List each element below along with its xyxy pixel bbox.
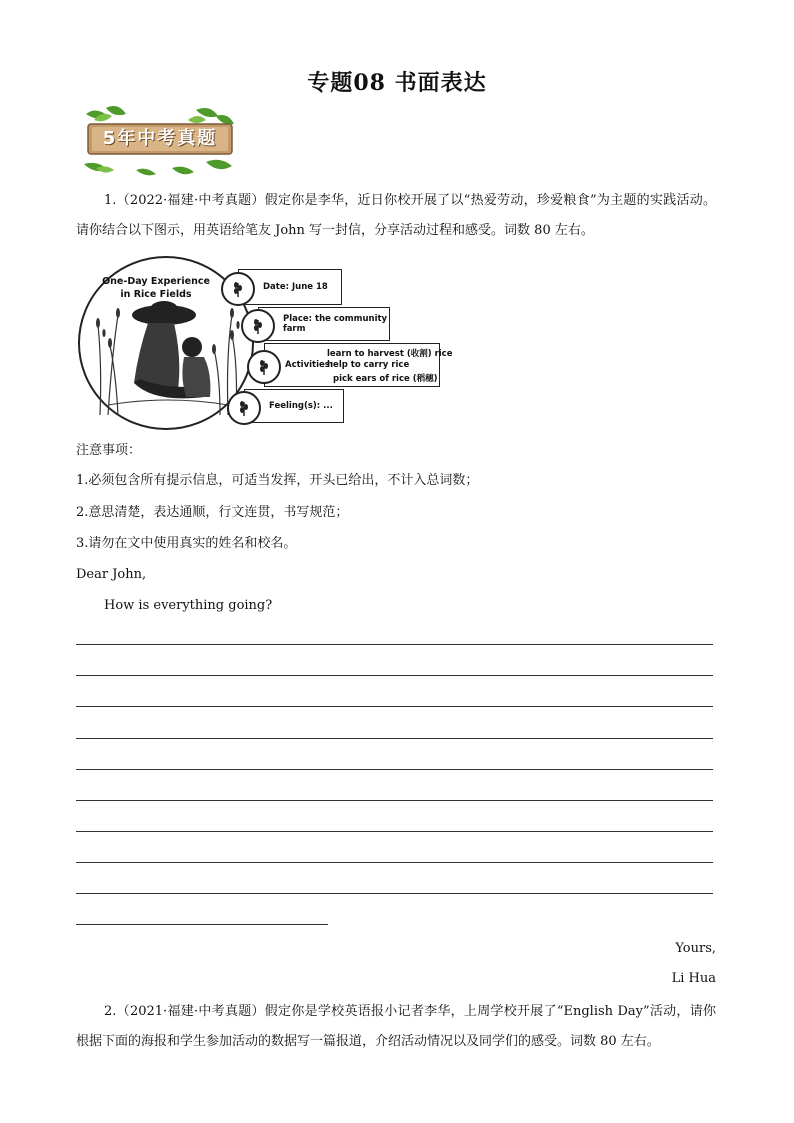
rice-badge-icon bbox=[227, 391, 261, 425]
rice-field-figure bbox=[78, 255, 453, 430]
activities-callout bbox=[264, 343, 453, 387]
question-2-prompt: 2.（2021·福建·中考真题）假定你是学校英语报小记者李华，上周学校开展了“English Day”活动，请你根据下面的海报和学生参加活动的数据写一篇报道，介绍活动情况以及同学们的感受。词数 80 左右。 bbox=[76, 1004, 716, 1049]
note-item-1: 1.必须包含所有提示信息，可适当发挥，开头已给出，不计入总词数； bbox=[76, 473, 479, 488]
section-banner bbox=[76, 104, 242, 180]
letter-opening: How is everything going? bbox=[104, 598, 273, 613]
letter-signature: Li Hua bbox=[671, 971, 716, 986]
writing-line[interactable] bbox=[76, 644, 713, 645]
activities-label: Activities: bbox=[285, 360, 334, 370]
activity-3: pick ears of rice (稻穗) bbox=[333, 374, 438, 384]
figure-heading-line-1: One-Day Experience bbox=[102, 276, 210, 287]
writing-line[interactable] bbox=[76, 706, 713, 707]
date-callout bbox=[238, 269, 342, 305]
place-callout bbox=[258, 307, 390, 341]
question-1-prompt: 1.（2022·福建·中考真题）假定你是李华，近日你校开展了以“热爱劳动，珍爱粮食”为主题的实践活动。请你结合以下图示，用英语给笔友 John 写一封信，分享活动过程和感受。词数 80 左右。 bbox=[76, 193, 716, 238]
date-label: Date: June 18 bbox=[263, 282, 328, 292]
writing-line[interactable] bbox=[76, 800, 713, 801]
feeling-label: Feeling(s): ... bbox=[269, 401, 333, 411]
writing-line[interactable] bbox=[76, 831, 713, 832]
activity-1: learn to harvest (收割) rice bbox=[327, 349, 453, 359]
writing-line[interactable] bbox=[76, 893, 713, 894]
writing-line[interactable] bbox=[76, 738, 713, 739]
rice-badge-icon bbox=[247, 350, 281, 384]
note-item-2: 2.意思清楚，表达通顺，行文连贯，书写规范； bbox=[76, 505, 349, 520]
letter-salutation: Dear John, bbox=[76, 567, 147, 582]
note-item-3: 3.请勿在文中使用真实的姓名和校名。 bbox=[76, 536, 297, 551]
letter-closing: Yours, bbox=[675, 941, 716, 956]
place-label: Place: the community farm bbox=[283, 314, 388, 334]
figure-heading-line-2: in Rice Fields bbox=[120, 289, 192, 300]
feeling-callout bbox=[244, 389, 344, 423]
rice-badge-icon bbox=[221, 272, 255, 306]
page-title: 专题08 书面表达 bbox=[307, 70, 487, 96]
banner-text: 5年中考真题 bbox=[102, 128, 218, 149]
writing-line[interactable] bbox=[76, 769, 713, 770]
writing-line-short[interactable] bbox=[76, 924, 328, 925]
writing-line[interactable] bbox=[76, 675, 713, 676]
activity-2: help to carry rice bbox=[327, 360, 410, 370]
rice-badge-icon bbox=[241, 309, 275, 343]
writing-line[interactable] bbox=[76, 862, 713, 863]
notes-title: 注意事项： bbox=[76, 443, 142, 458]
